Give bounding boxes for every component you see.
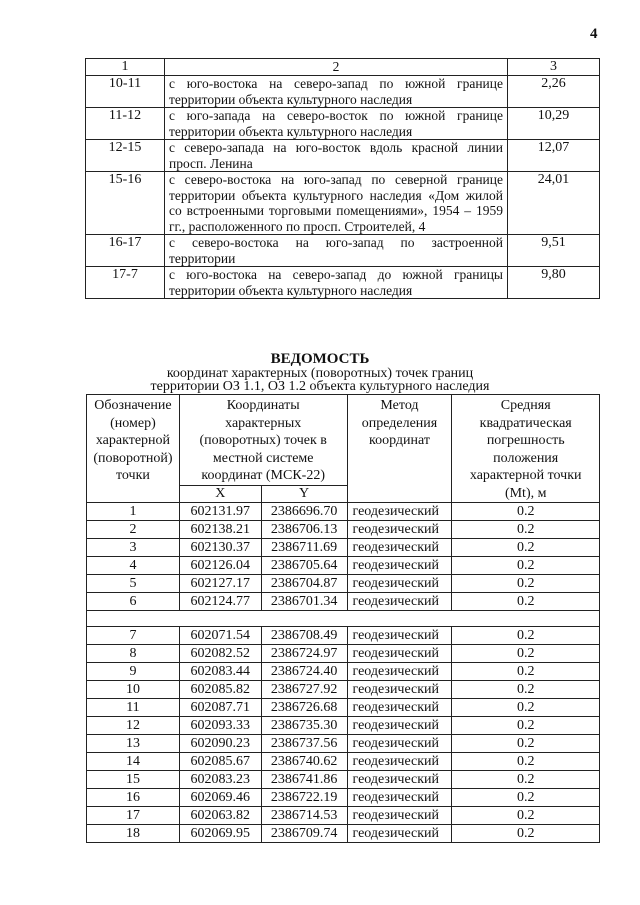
table-row — [86, 76, 600, 108]
coordinate-row — [87, 539, 600, 557]
coordinate-row — [87, 521, 600, 539]
point-number-cell: 14 — [87, 753, 180, 771]
header-x: X — [179, 485, 261, 502]
point-number-cell: 9 — [87, 663, 180, 681]
point-number-cell: 3 — [87, 539, 180, 557]
point-number-cell: 6 — [87, 593, 180, 611]
description-cell: с северо-запада на юго-восток вдоль красной линии просп. Ленина — [165, 140, 508, 172]
segment-cell: 10-11 — [86, 76, 165, 108]
error-cell: 0.2 — [452, 627, 600, 645]
x-coord-cell: 602069.46 — [179, 789, 261, 807]
header-col-1: 1 — [86, 59, 165, 76]
y-coord-cell: 2386727.92 — [261, 681, 347, 699]
coordinate-row — [87, 789, 600, 807]
method-cell: геодезический — [347, 593, 452, 611]
point-number-cell: 7 — [87, 627, 180, 645]
error-cell: 0.2 — [452, 681, 600, 699]
header-coords: Координаты характерных (поворотных) точек в местной системе координат (МСК-22) — [179, 395, 347, 486]
error-cell: 0.2 — [452, 825, 600, 843]
x-coord-cell: 602083.23 — [179, 771, 261, 789]
x-coord-cell: 602085.82 — [179, 681, 261, 699]
point-number-cell: 12 — [87, 717, 180, 735]
method-cell: геодезический — [347, 771, 452, 789]
point-number-cell: 1 — [87, 503, 180, 521]
segment-cell: 17-7 — [86, 267, 165, 299]
point-number-cell: 15 — [87, 771, 180, 789]
error-cell: 0.2 — [452, 717, 600, 735]
y-coord-cell: 2386701.34 — [261, 593, 347, 611]
coordinate-row — [87, 771, 600, 789]
coordinate-row — [87, 645, 600, 663]
method-cell: геодезический — [347, 645, 452, 663]
x-coord-cell: 602093.33 — [179, 717, 261, 735]
x-coord-cell: 602126.04 — [179, 557, 261, 575]
y-coord-cell: 2386741.86 — [261, 771, 347, 789]
x-coord-cell: 602127.17 — [179, 575, 261, 593]
length-cell: 10,29 — [508, 108, 600, 140]
length-cell: 9,51 — [508, 235, 600, 267]
group-separator-row — [87, 611, 600, 627]
error-cell: 0.2 — [452, 789, 600, 807]
description-cell: с юго-востока на северо-запад до южной границы территории объекта культурного наследия — [165, 267, 508, 299]
coordinate-row — [87, 503, 600, 521]
point-number-cell: 13 — [87, 735, 180, 753]
x-coord-cell: 602090.23 — [179, 735, 261, 753]
header-error: Средняя квадратическая погрешность положения характерной точки (Mt), м — [452, 395, 600, 503]
method-cell: геодезический — [347, 825, 452, 843]
error-cell: 0.2 — [452, 771, 600, 789]
statement-subtitle-1: координат характерных (поворотных) точек границ — [166, 366, 474, 381]
error-cell: 0.2 — [452, 663, 600, 681]
header-point: Обозначение (номер) характерной (поворотной) точки — [87, 395, 180, 503]
length-cell: 24,01 — [508, 172, 600, 235]
error-cell: 0.2 — [452, 539, 600, 557]
error-cell: 0.2 — [452, 645, 600, 663]
error-cell: 0.2 — [452, 735, 600, 753]
y-coord-cell: 2386708.49 — [261, 627, 347, 645]
point-number-cell: 2 — [87, 521, 180, 539]
length-cell: 2,26 — [508, 76, 600, 108]
x-coord-cell: 602071.54 — [179, 627, 261, 645]
y-coord-cell: 2386709.74 — [261, 825, 347, 843]
segment-cell: 15-16 — [86, 172, 165, 235]
error-cell: 0.2 — [452, 593, 600, 611]
table-header-row — [86, 59, 600, 76]
length-cell: 9,80 — [508, 267, 600, 299]
point-number-cell: 17 — [87, 807, 180, 825]
table-row — [86, 267, 600, 299]
y-coord-cell: 2386705.64 — [261, 557, 347, 575]
point-number-cell: 4 — [87, 557, 180, 575]
y-coord-cell: 2386706.13 — [261, 521, 347, 539]
point-number-cell: 11 — [87, 699, 180, 717]
description-cell: с юго-востока на северо-запад по южной границе территории объекта культурного наследия — [165, 76, 508, 108]
header-col-3: 3 — [508, 59, 600, 76]
coordinates-table — [86, 394, 600, 843]
coordinate-row — [87, 627, 600, 645]
y-coord-cell: 2386711.69 — [261, 539, 347, 557]
x-coord-cell: 602083.44 — [179, 663, 261, 681]
coordinate-row — [87, 753, 600, 771]
error-cell: 0.2 — [452, 807, 600, 825]
method-cell: геодезический — [347, 539, 452, 557]
method-cell: геодезический — [347, 521, 452, 539]
method-cell: геодезический — [347, 557, 452, 575]
y-coord-cell: 2386722.19 — [261, 789, 347, 807]
error-cell: 0.2 — [452, 753, 600, 771]
error-cell: 0.2 — [452, 699, 600, 717]
method-cell: геодезический — [347, 575, 452, 593]
coordinate-row — [87, 681, 600, 699]
y-coord-cell: 2386726.68 — [261, 699, 347, 717]
method-cell: геодезический — [347, 503, 452, 521]
statement-subtitle-2: территории ОЗ 1.1, ОЗ 1.2 объекта культурного наследия — [150, 379, 490, 394]
statement-title: ВЕДОМОСТЬ — [270, 351, 370, 367]
coordinate-row — [87, 593, 600, 611]
x-coord-cell: 602082.52 — [179, 645, 261, 663]
length-cell: 12,07 — [508, 140, 600, 172]
description-cell: с северо-востока на юго-запад по застроенной территории — [165, 235, 508, 267]
method-cell: геодезический — [347, 735, 452, 753]
method-cell: геодезический — [347, 753, 452, 771]
method-cell: геодезический — [347, 717, 452, 735]
y-coord-cell: 2386735.30 — [261, 717, 347, 735]
coordinate-row — [87, 717, 600, 735]
point-number-cell: 16 — [87, 789, 180, 807]
group-separator-cell — [87, 611, 600, 627]
segment-cell: 16-17 — [86, 235, 165, 267]
page-number: 4 — [590, 26, 598, 42]
point-number-cell: 8 — [87, 645, 180, 663]
coordinate-row — [87, 735, 600, 753]
coordinates-header-row — [87, 395, 600, 486]
x-coord-cell: 602063.82 — [179, 807, 261, 825]
x-coord-cell: 602131.97 — [179, 503, 261, 521]
coordinate-row — [87, 699, 600, 717]
point-number-cell: 18 — [87, 825, 180, 843]
description-cell: с северо-востока на юго-запад по северной границе территории объекта культурного наследия «Дом жилой со встроенными торговыми помещениями», 1954 – 1959 гг., расположенного по просп. Строителей, 4 — [165, 172, 508, 235]
coordinate-row — [87, 825, 600, 843]
table-row — [86, 235, 600, 267]
coordinate-row — [87, 557, 600, 575]
segment-cell: 12-15 — [86, 140, 165, 172]
header-y: Y — [261, 485, 347, 502]
header-method: Метод определения координат — [347, 395, 452, 503]
y-coord-cell: 2386724.97 — [261, 645, 347, 663]
y-coord-cell: 2386724.40 — [261, 663, 347, 681]
y-coord-cell: 2386740.62 — [261, 753, 347, 771]
y-coord-cell: 2386714.53 — [261, 807, 347, 825]
method-cell: геодезический — [347, 627, 452, 645]
table-row — [86, 140, 600, 172]
point-number-cell: 5 — [87, 575, 180, 593]
x-coord-cell: 602138.21 — [179, 521, 261, 539]
table-row — [86, 108, 600, 140]
method-cell: геодезический — [347, 681, 452, 699]
x-coord-cell: 602130.37 — [179, 539, 261, 557]
y-coord-cell: 2386737.56 — [261, 735, 347, 753]
x-coord-cell: 602087.71 — [179, 699, 261, 717]
coordinate-row — [87, 575, 600, 593]
error-cell: 0.2 — [452, 503, 600, 521]
x-coord-cell: 602085.67 — [179, 753, 261, 771]
method-cell: геодезический — [347, 699, 452, 717]
coordinate-row — [87, 663, 600, 681]
method-cell: геодезический — [347, 807, 452, 825]
y-coord-cell: 2386704.87 — [261, 575, 347, 593]
method-cell: геодезический — [347, 789, 452, 807]
error-cell: 0.2 — [452, 521, 600, 539]
boundary-description-table — [85, 58, 600, 299]
header-col-2: 2 — [165, 59, 508, 76]
description-cell: с юго-запада на северо-восток по южной границе территории объекта культурного наследия — [165, 108, 508, 140]
segment-cell: 11-12 — [86, 108, 165, 140]
table-row — [86, 172, 600, 235]
point-number-cell: 10 — [87, 681, 180, 699]
coordinate-row — [87, 807, 600, 825]
y-coord-cell: 2386696.70 — [261, 503, 347, 521]
error-cell: 0.2 — [452, 557, 600, 575]
x-coord-cell: 602124.77 — [179, 593, 261, 611]
method-cell: геодезический — [347, 663, 452, 681]
x-coord-cell: 602069.95 — [179, 825, 261, 843]
error-cell: 0.2 — [452, 575, 600, 593]
